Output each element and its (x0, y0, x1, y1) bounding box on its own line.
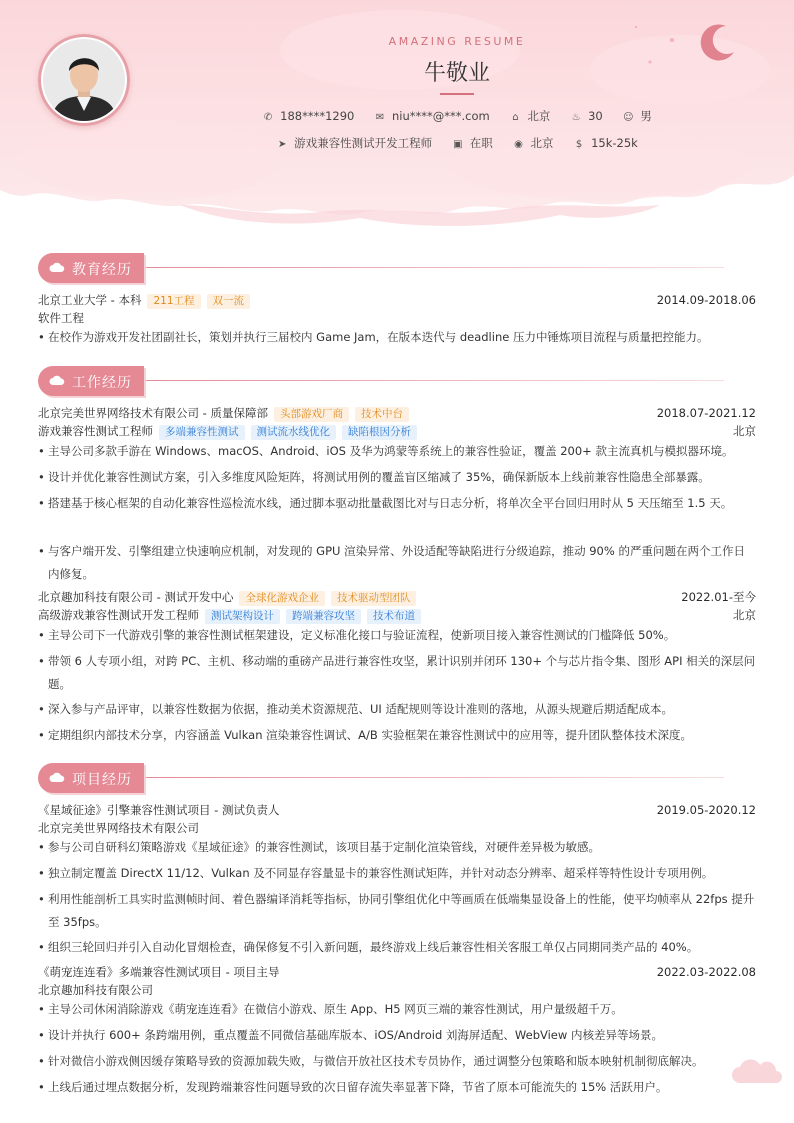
target-city-item: ◉ 北京 (514, 136, 554, 150)
name-underline (440, 93, 474, 95)
home-icon: ⌂ (512, 112, 519, 123)
education-header-row (38, 292, 756, 309)
section-header-work (38, 366, 724, 396)
project-title-row (38, 964, 756, 980)
cloud-icon (49, 772, 65, 783)
project-bullet: • 独立制定覆盖 DirectX 11/12、Vulkan 及不同显存容量显卡的兼容性测试矩阵，并针对动态分辨率、超采样等特性设计专项用例。 (38, 862, 756, 885)
project-company-row (38, 982, 756, 998)
section-header-projects (38, 763, 724, 793)
phone-icon: ✆ (263, 112, 273, 123)
phone-item: ✆ 188****1290 (263, 109, 355, 123)
company-tag: 全球化游戏企业 (239, 591, 325, 606)
job-title: 游戏兼容性测试工程师 (38, 424, 153, 438)
role-tag: 多端兼容性测试 (159, 425, 245, 440)
work-date: 2018.07-2021.12 (656, 406, 756, 420)
role-tag: 跨端兼容攻坚 (286, 609, 361, 624)
section-divider (146, 380, 724, 381)
cloud-icon (49, 262, 65, 273)
work-bullet: • 深入参与产品评审，以兼容性数据为依据，推动美术资源规范、UI 适配规则等设计准则的落地，从源头规避后期适配成本。 (38, 698, 756, 721)
company-name: 北京完美世界网络技术有限公司 - 质量保障部 (38, 406, 268, 420)
section-divider (146, 777, 724, 778)
company-tag: 头部游戏厂商 (274, 407, 349, 422)
project-company: 北京完美世界网络技术有限公司 (38, 821, 199, 835)
company-name: 北京趣加科技有限公司 - 测试开发中心 (38, 590, 234, 604)
cloud-icon (49, 375, 65, 386)
job-intent-row (0, 135, 794, 151)
location-icon: ◉ (514, 139, 523, 150)
briefcase-icon: ▣ (453, 139, 463, 150)
work-bullet: • 带领 6 人专项小组，对跨 PC、主机、移动端的重磅产品进行兼容性攻坚，累计识别并闭环 130+ 个与芯片指令集、图形 API 相关的深层问题。 (38, 650, 756, 696)
project-company: 北京趣加科技有限公司 (38, 983, 153, 997)
company-tag: 技术驱动型团队 (331, 591, 417, 606)
section-title: 工作经历 (72, 375, 132, 391)
email-item: ✉ niu****@***.com (375, 109, 490, 123)
work-bullet: • 设计并优化兼容性测试方案，引入多维度风险矩阵，将测试用例的覆盖盲区缩减了 35%，确保新版本上线前兼容性隐患全部暴露。 (38, 466, 756, 489)
candidate-name: 牛敬业 (423, 61, 490, 86)
project-bullet: • 主导公司休闲消除游戏《萌宠连连看》在微信小游戏、原生 App、H5 网页三端的兼容性测试，用户量级超千万。 (38, 998, 756, 1021)
target-position-item: ➤ 游戏兼容性测试开发工程师 (277, 136, 433, 150)
project-date: 2022.03-2022.08 (656, 965, 756, 979)
resume-header (0, 0, 794, 230)
gender-item: ☺ 男 (623, 109, 652, 123)
resume-tagline: AMAZING RESUME (388, 35, 526, 48)
work-company-row (38, 405, 756, 422)
project-bullet: • 针对微信小游戏侧因缓存策略导致的资源加载失败，与微信开放社区技术专员协作，通过调整分包策略和版本映射机制彻底解决。 (38, 1050, 756, 1073)
project-bullet: • 设计并执行 600+ 条跨端用例，重点覆盖不同微信基础库版本、iOS/Android 刘海屏适配、WebView 内核差异等场景。 (38, 1024, 756, 1047)
work-bullet: • 主导公司多款手游在 Windows、macOS、Android、iOS 及华为鸿蒙等系统上的兼容性验证，覆盖 200+ 款主流真机与模拟器环境。 (38, 440, 756, 463)
school-tag: 双一流 (207, 294, 251, 309)
send-icon: ➤ (277, 139, 287, 150)
role-tag: 技术布道 (367, 609, 421, 624)
project-bullet: • 组织三轮回归并引入自动化冒烟检查，确保修复不引入新问题，最终游戏上线后兼容性相关客服工单仅占同期同类产品的 40%。 (38, 936, 756, 959)
major-row (38, 310, 756, 326)
section-divider (146, 267, 724, 268)
salary-icon: $ (575, 139, 583, 150)
contact-row (0, 108, 794, 124)
project-title-row (38, 802, 756, 818)
work-city: 北京 (733, 608, 756, 622)
role-tag: 缺陷根因分析 (342, 425, 417, 440)
project-bullet: • 利用性能剖析工具实时监测帧时间、着色器编译消耗等指标，协同引擎组优化中等画质在低端集显设备上的性能，使平均帧率从 22fps 提升至 35fps。 (38, 888, 756, 934)
education-bullet: • 在校作为游戏开发社团副社长，策划并执行三届校内 Game Jam，在版本迭代与 deadline 压力中锤炼项目流程与质量把控能力。 (38, 326, 756, 349)
work-bullet: • 与客户端开发、引擎组建立快速响应机制，对发现的 GPU 渲染异常、外设适配等缺陷进行分级追踪，推动 90% 的严重问题在两个工作日内修复。 (38, 540, 756, 586)
cloud-icon (730, 1057, 784, 1085)
status-item: ▣ 在职 (453, 136, 493, 150)
education-date: 2014.09-2018.06 (656, 293, 756, 307)
school-tag: 211工程 (147, 294, 200, 309)
work-bullet: • 定期组织内部技术分享，内容涵盖 Vulkan 渲染兼容性调试、A/B 实验框架在兼容性测试中的应用等，提升团队整体技术深度。 (38, 724, 756, 747)
salary-item: $ 15k-25k (573, 136, 638, 150)
section-title: 项目经历 (72, 772, 132, 788)
company-tag: 技术中台 (355, 407, 409, 422)
project-date: 2019.05-2020.12 (656, 803, 756, 817)
work-role-row (38, 423, 756, 440)
section-header-education (38, 253, 724, 283)
work-bullet: • 主导公司下一代游戏引擎的兼容性测试框架建设，定义标准化接口与验证流程，使新项目接入兼容性测试的门槛降低 50%。 (38, 624, 756, 647)
work-role-row (38, 607, 756, 624)
work-date: 2022.01-至今 (681, 590, 756, 604)
work-city: 北京 (733, 424, 756, 438)
role-tag: 测试架构设计 (205, 609, 280, 624)
project-company-row (38, 820, 756, 836)
email-icon: ✉ (375, 112, 385, 123)
project-bullet: • 上线后通过埋点数据分析，发现跨端兼容性问题导致的次日留存流失率显著下降，节省了原本可能流失的 15% 活跃用户。 (38, 1076, 756, 1099)
job-title: 高级游戏兼容性测试开发工程师 (38, 608, 199, 622)
cake-icon: ♨ (571, 112, 581, 123)
project-title: 《萌宠连连看》多端兼容性测试项目 - 项目主导 (38, 965, 280, 979)
project-title: 《星域征途》引擎兼容性测试项目 - 测试负责人 (38, 803, 280, 817)
section-title: 教育经历 (72, 262, 132, 278)
project-bullet: • 参与公司自研科幻策略游戏《星域征途》的兼容性测试，该项目基于定制化渲染管线，对硬件差异极为敏感。 (38, 836, 756, 859)
city-item: ⌂ 北京 (509, 108, 550, 124)
work-bullet: • 搭建基于核心框架的自动化兼容性巡检流水线，通过脚本驱动批量截图比对与日志分析，将单次全平台回归用时从 5 天压缩至 1.5 天。 (38, 492, 756, 515)
major: 软件工程 (38, 311, 84, 325)
age-item: ♨ 30 (571, 109, 603, 123)
school-name: 北京工业大学 - 本科 (38, 293, 142, 307)
smile-icon: ☺ (623, 112, 634, 123)
role-tag: 测试流水线优化 (251, 425, 337, 440)
work-company-row (38, 589, 756, 606)
